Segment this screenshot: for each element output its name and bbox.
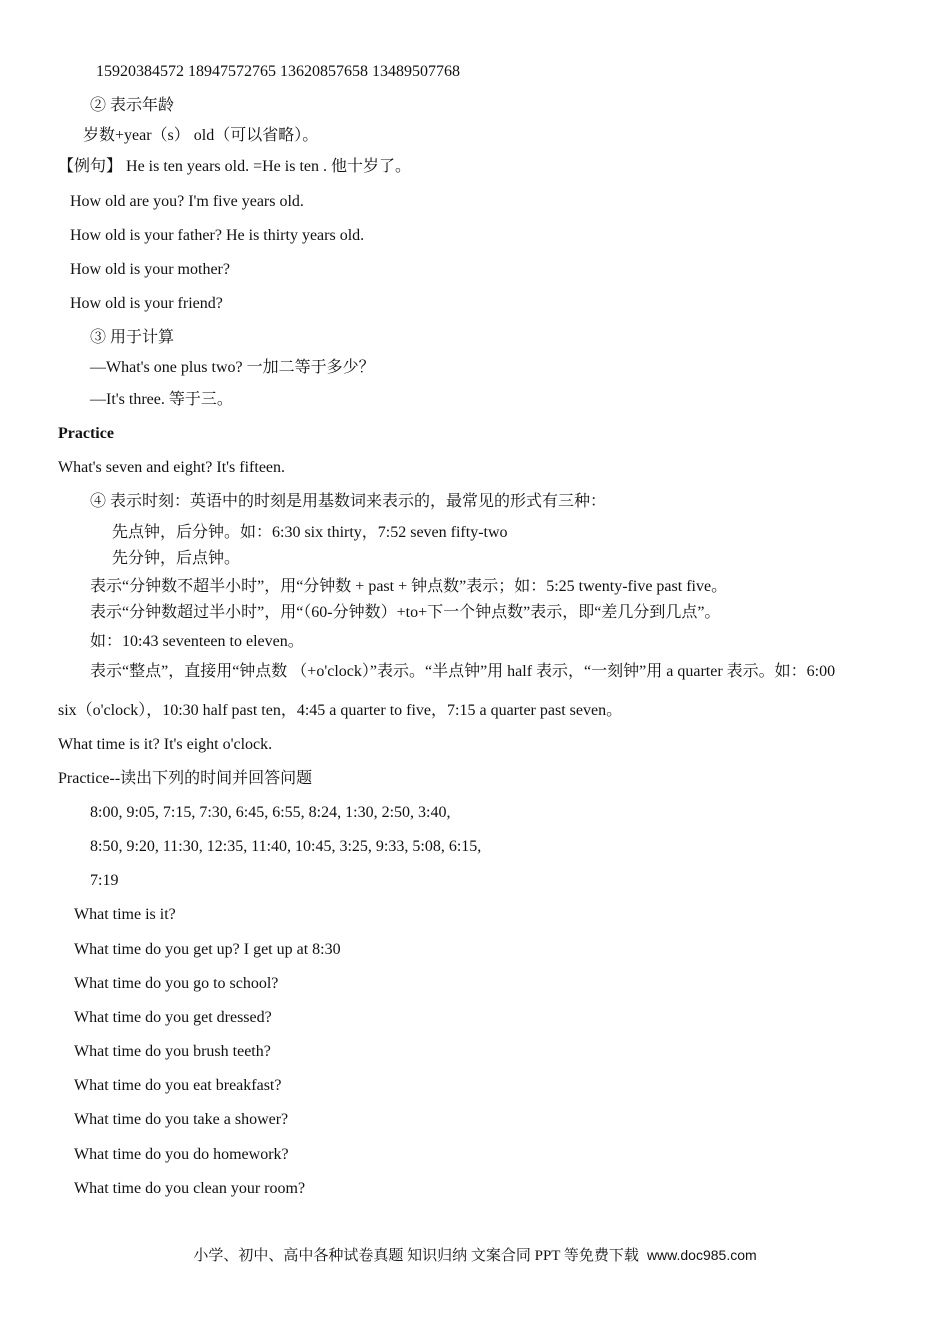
age-formula: 岁数+year（s） old（可以省略）。 bbox=[83, 127, 319, 144]
practice-heading-1: Practice bbox=[58, 425, 114, 442]
section-2-heading: ② 表示年龄 bbox=[90, 97, 175, 114]
time-question: What time do you eat breakfast? bbox=[74, 1077, 282, 1094]
time-rule-5: 表示“整点”，直接用“钟点数 （+o'clock）”表示。“半点钟”用 half 表示，“一刻钟”用 a quarter 表示。如：6:00 bbox=[90, 663, 836, 680]
phone-numbers: 15920384572 18947572765 13620857658 13489507768 bbox=[96, 63, 460, 80]
time-question: What time is it? bbox=[74, 906, 176, 923]
calc-answer: —It's three. 等于三。 bbox=[90, 391, 233, 408]
time-example: What time is it? It's eight o'clock. bbox=[58, 736, 273, 753]
time-rule-4-example: 如：10:43 seventeen to eleven。 bbox=[90, 633, 304, 650]
time-question: What time do you take a shower? bbox=[74, 1111, 289, 1128]
time-question: What time do you clean your room? bbox=[74, 1180, 306, 1197]
time-rule-2: 先分钟，后点钟。 bbox=[112, 550, 241, 567]
example-sentence bbox=[58, 157, 411, 177]
practice-question-1: What's seven and eight? It's fifteen. bbox=[58, 459, 286, 476]
time-question: What time do you get up? I get up at 8:30 bbox=[74, 941, 341, 958]
age-question-2: How old is your father? He is thirty years old. bbox=[70, 227, 365, 244]
age-question-4: How old is your friend? bbox=[70, 295, 223, 312]
footer-site-link[interactable]: www.doc985.com bbox=[646, 1247, 757, 1263]
practice-heading-2: Practice--读出下列的时间并回答问题 bbox=[58, 770, 313, 787]
time-question: What time do you do homework? bbox=[74, 1146, 289, 1163]
time-question: What time do you brush teeth? bbox=[74, 1043, 271, 1060]
section-3-heading: ③ 用于计算 bbox=[90, 329, 175, 346]
time-rule-5-continued: six（o'clock），10:30 half past ten，4:45 a quarter to five，7:15 a quarter past seven。 bbox=[58, 702, 623, 719]
age-question-3: How old is your mother? bbox=[70, 261, 230, 278]
section-4-heading: ④ 表示时刻：英语中的时刻是用基数词来表示的，最常见的形式有三种： bbox=[90, 493, 607, 510]
times-row-2: 8:50, 9:20, 11:30, 12:35, 11:40, 10:45, 3:25, 9:33, 5:08, 6:15, bbox=[90, 838, 482, 855]
time-rule-4: 表示“分钟数超过半小时”，用“（60-分钟数）+to+下一个钟点数”表示，即“差几分到几点”。 bbox=[90, 604, 721, 621]
time-question: What time do you go to school? bbox=[74, 975, 279, 992]
calc-question: —What's one plus two? 一加二等于多少？ bbox=[90, 359, 375, 376]
times-row-3: 7:19 bbox=[90, 872, 119, 889]
times-row-1: 8:00, 9:05, 7:15, 7:30, 6:45, 6:55, 8:24, 1:30, 2:50, 3:40, bbox=[90, 804, 451, 821]
example-tag: 【例句】 bbox=[58, 158, 123, 175]
footer-text: 小学、初中、高中各种试卷真题 知识归纳 文案合同 PPT 等免费下载 bbox=[193, 1248, 639, 1264]
age-question-1: How old are you? I'm five years old. bbox=[70, 193, 304, 210]
time-rule-1: 先点钟，后分钟。如：6:30 six thirty，7:52 seven fifty-two bbox=[112, 524, 508, 541]
page-footer bbox=[0, 1244, 950, 1265]
time-question: What time do you get dressed? bbox=[74, 1009, 272, 1026]
example-text: He is ten years old. =He is ten . 他十岁了。 bbox=[122, 158, 411, 175]
time-rule-3: 表示“分钟数不超半小时”，用“分钟数 + past + 钟点数”表示；如：5:25 twenty-five past five。 bbox=[90, 578, 728, 595]
